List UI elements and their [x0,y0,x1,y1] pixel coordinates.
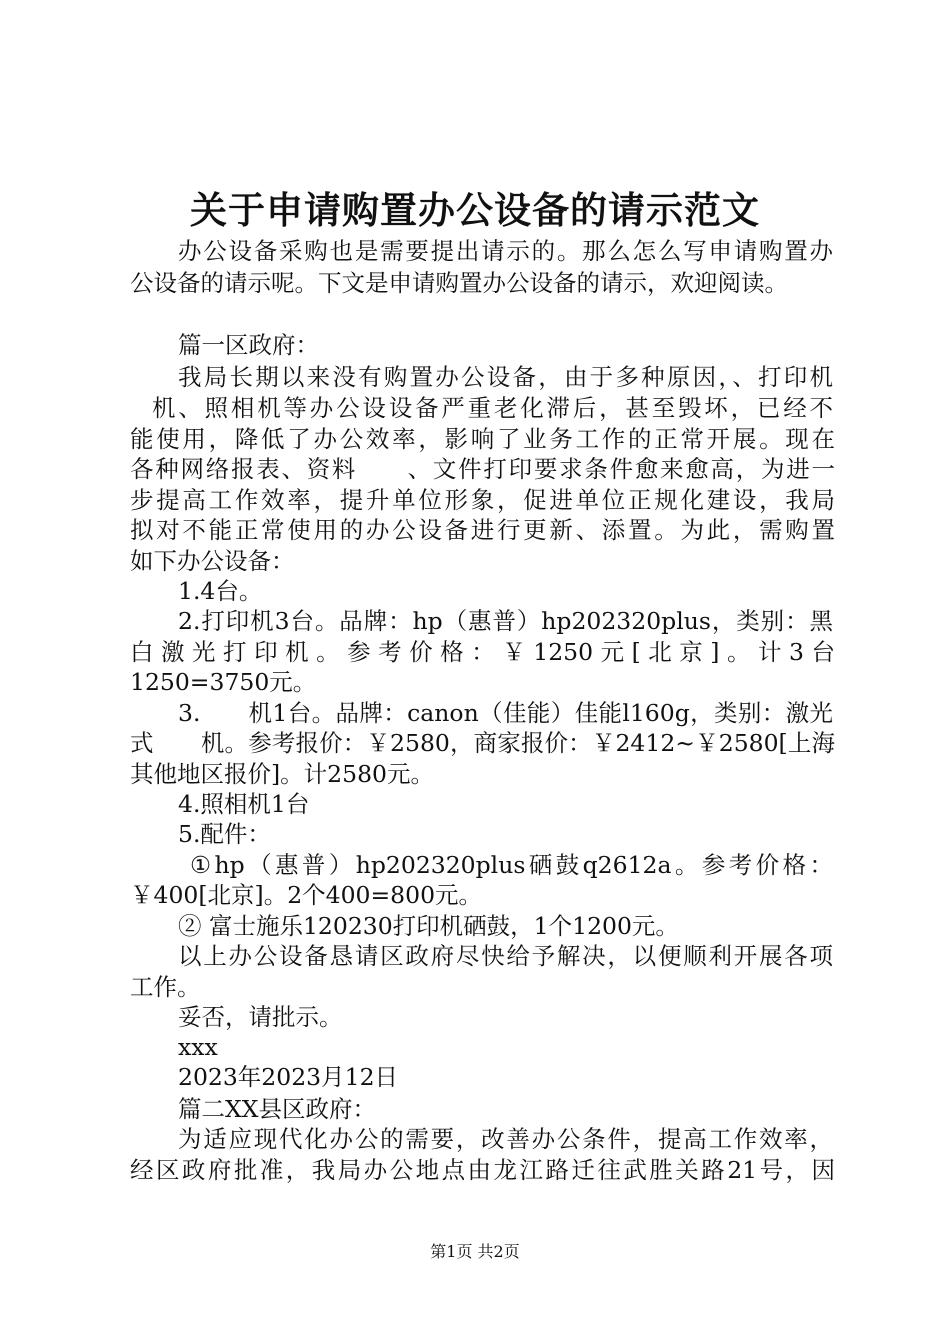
list-item: 1250=3750元。 [130,668,317,696]
paragraph-line: 公设备的请示呢。下文是申请购置办公设备的请示，欢迎阅读。 [130,269,788,297]
paragraph-line: 步提高工作效率，提升单位形象，促进单位正规化建设，我局 [130,486,835,514]
paragraph-line: 以上办公设备恳请区政府尽快给予解决，以便顺利开展各项 [178,942,833,970]
section-heading: 篇一区政府： [178,331,319,359]
list-item: 5.配件： [178,820,271,848]
date: 2023年2023月12日 [178,1063,399,1091]
paragraph-line: 各种网络报表、资料 、文件打印要求条件愈来愈高，为进一 [130,455,835,483]
document-title: 关于申请购置办公设备的请示范文 [190,188,760,232]
paragraph-line: 我局长期以来没有购置办公设备，由于多种原因，、打印机 [178,363,833,391]
closing-line: 妥否，请批示。 [178,1003,343,1031]
signature: xxx [178,1033,218,1061]
list-item: 式 机。参考报价：￥2580，商家报价：￥2412~￥2580[上海 [130,729,835,757]
list-item: ② 富士施乐120230打印机硒鼓，1个1200元。 [178,912,679,940]
list-item: 1.4台。 [178,577,263,605]
list-item: ①hp（惠普）hp202320plus硒鼓q2612a。参考价格： [190,851,833,879]
page-footer: 第1页 共2页 [430,1242,520,1261]
section-heading: 篇二XX县区政府： [178,1095,376,1123]
paragraph-line: 如下办公设备： [130,547,295,575]
paragraph-line: 为适应现代化办公的需要，改善办公条件，提高工作效率， [178,1125,833,1153]
list-item: 其他地区报价]。计2580元。 [130,760,434,788]
paragraph-line: 办公设备采购也是需要提出请示的。那么怎么写申请购置办 [178,237,833,265]
list-item: 2.打印机3台。品牌：hp（惠普）hp202320plus，类别：黑 [178,607,833,635]
paragraph-line: 工作。 [130,973,201,1001]
list-item: 白激光打印机。参考价格：￥1250元[北京]。计3台 [130,638,835,666]
paragraph-line: 拟对不能正常使用的办公设备进行更新、添置。为此，需购置 [130,516,835,544]
paragraph-line: 能使用，降低了办公效率，影响了业务工作的正常开展。现在 [130,425,835,453]
paragraph-line: 机、照相机等办公设设备严重老化滞后，甚至毁坏，已经不 [152,394,833,422]
list-item: 3. 机1台。品牌：canon（佳能）佳能l160g，类别：激光 [178,699,833,727]
list-item: ￥400[北京]。2个400=800元。 [130,881,483,909]
list-item: 4.照相机1台 [178,790,310,818]
paragraph-line: 经区政府批准，我局办公地点由龙江路迁往武胜关路21号，因 [130,1156,835,1184]
